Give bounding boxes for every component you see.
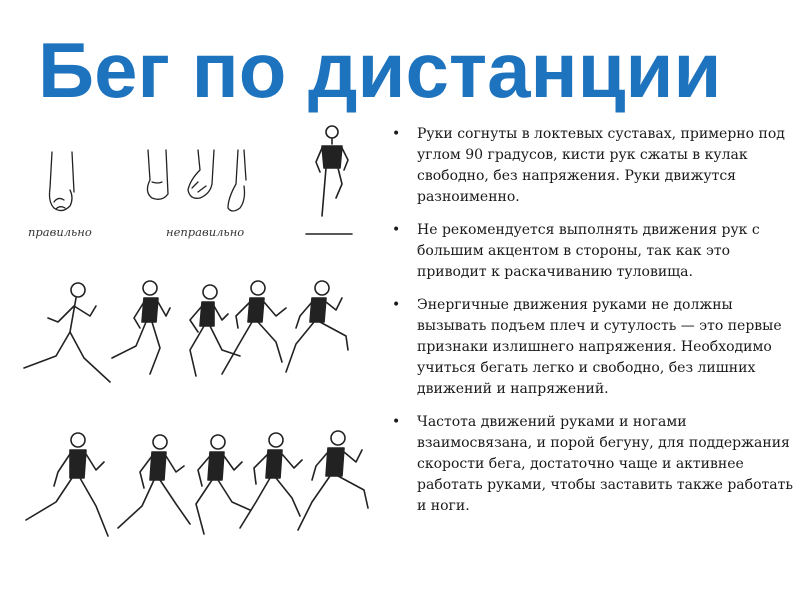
bullet-list <box>390 124 796 529</box>
runner-bottom-5 <box>298 431 368 530</box>
bullet-item <box>390 295 796 400</box>
bullet-item <box>390 220 796 283</box>
runner-top-1 <box>24 283 110 382</box>
runner-front-view-illustration <box>306 126 352 234</box>
runner-top-5 <box>286 281 348 372</box>
hand-incorrect-illustration-3 <box>228 150 246 211</box>
runner-top-2 <box>112 281 170 374</box>
runner-bottom-1 <box>26 433 108 536</box>
slide-title: Бег по дистанции <box>38 26 722 114</box>
bullet-text: Энергичные движения руками не должны вызывать подъем плеч и сутулость — это первые признаки излишнего напряжения. Необходимо учиться бегать легко и свободно, без лишних движений и напряжений. <box>417 297 782 397</box>
bullet-marker: • <box>392 126 401 142</box>
runner-bottom-2 <box>118 435 190 528</box>
bullet-item <box>390 124 796 208</box>
bullet-text: Частота движений руками и ногами взаимосвязана, и порой бегуну, для поддержания скорости бега, достаточно чаще и активнее работать руками, чтобы заставить также работать и ноги. <box>417 414 793 514</box>
runner-top-4 <box>222 281 286 374</box>
runner-bottom-4 <box>240 433 302 528</box>
bullet-text: Не рекомендуется выполнять движения рук с большим акцентом в стороны, так как это приводит к раскачиванию туловища. <box>417 222 760 280</box>
bullet-marker: • <box>392 297 401 313</box>
bullet-text: Руки согнуты в локтевых суставах, примерно под углом 90 градусов, кисти рук сжаты в кулак свободно, без напряжения. Руки движутся разноименно. <box>417 126 785 205</box>
hand-correct-illustration <box>50 152 75 211</box>
bullet-marker: • <box>392 414 401 430</box>
hand-incorrect-illustration-2 <box>188 150 214 198</box>
runner-top-3 <box>190 285 240 376</box>
runner-bottom-3 <box>196 435 250 534</box>
running-technique-illustration <box>0 110 400 600</box>
bullet-item <box>390 412 796 517</box>
caption-incorrect: неправильно <box>166 225 245 239</box>
caption-correct: правильно <box>28 225 92 239</box>
hand-incorrect-illustration-1 <box>147 150 168 199</box>
bullet-marker: • <box>392 222 401 238</box>
